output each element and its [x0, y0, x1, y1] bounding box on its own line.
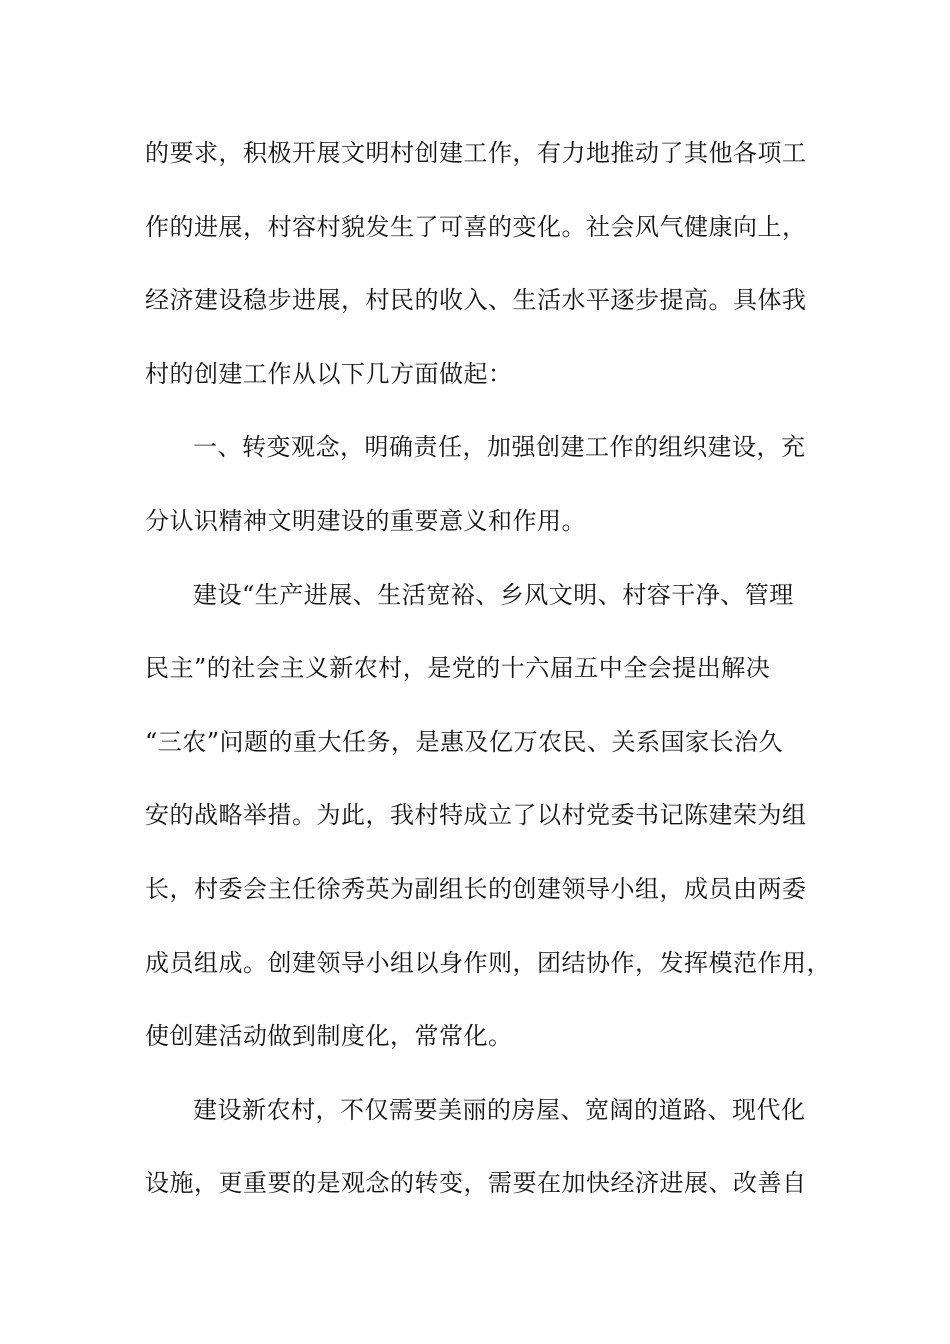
text-line: 设施，更重要的是观念的转变，需要在加快经济进展、改善自 — [145, 1169, 807, 1198]
text-line: 安的战略举措。为此，我村特成立了以村党委书记陈建荣为组 — [145, 801, 807, 830]
text-line: “三农”问题的重大任务，是惠及亿万农民、关系国家长治久 — [145, 727, 784, 756]
text-line: 村的创建工作从以下几方面做起： — [145, 359, 513, 388]
body-text — [145, 128, 831, 1232]
text-line: 建设新农村，不仅需要美丽的房屋、宽阔的道路、现代化 — [193, 1095, 806, 1124]
text-line: 的要求，积极开展文明村创建工作，有力地推动了其他各项工 — [145, 139, 807, 167]
text-line: 民主”的社会主义新农村，是党的十六届五中全会提出解决 — [145, 654, 771, 683]
section-heading-line: 一、转变观念，明确责任，加强创建工作的组织建设，充 — [193, 433, 806, 462]
section-heading-line: 分认识精神文明建设的重要意义和作用。 — [145, 506, 586, 535]
text-line: 长，村委会主任徐秀英为副组长的创建领导小组，成员由两委 — [145, 874, 807, 903]
text-line: 作的进展，村容村貌发生了可喜的变化。社会风气健康向上， — [145, 212, 807, 241]
text-line: 建设“生产进展、生活宽裕、乡风文明、村容干净、管理 — [193, 580, 794, 609]
text-line: 成员组成。创建领导小组以身作则，团结协作，发挥模范作用， — [145, 948, 831, 977]
text-line: 经济建设稳步进展，村民的收入、生活水平逐步提高。具体我 — [145, 286, 807, 315]
text-line: 使创建活动做到制度化，常常化。 — [145, 1022, 513, 1051]
